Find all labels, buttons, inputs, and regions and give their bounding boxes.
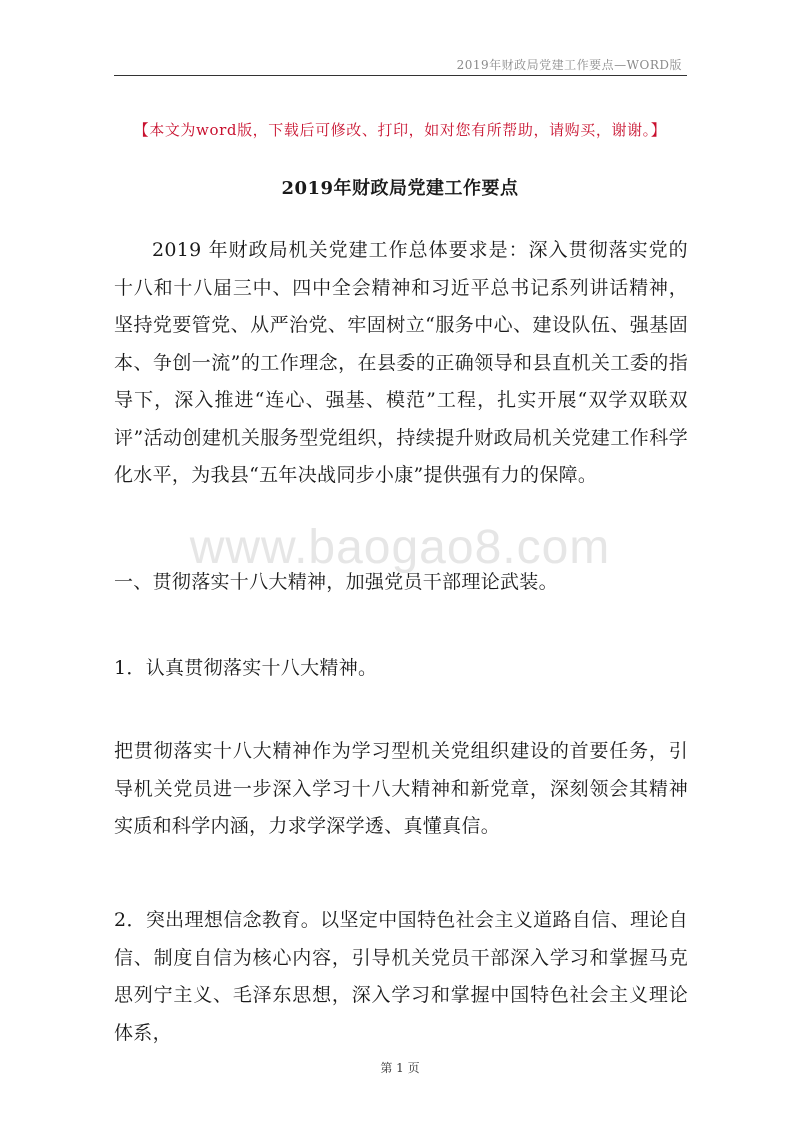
document-title: 2019年财政局党建工作要点 [281,178,519,199]
purchase-notice: 【本文为word版，下载后可修改、打印，如对您有所帮助，请购买，谢谢。】 [133,121,667,139]
page-number: 第 1 页 [380,1061,420,1075]
running-header: 2019年财政局党建工作要点—WORD版 [456,58,682,72]
item-1-heading: 1．认真贯彻落实十八大精神。 [114,657,378,679]
watermark: www.baogao8.com [189,521,611,574]
item-1-paragraph: 把贯彻落实十八大精神作为学习型机关党组织建设的首要任务，引导机关党员进一步深入学习十八大精神和新党章，深刻领会其精神实质和科学内涵，力求学深学透、真懂真信。 [114,740,688,837]
item-2-paragraph: 2．突出理想信念教育。以坚定中国特色社会主义道路自信、理论自信、制度自信为核心内容，引导机关党员干部深入学习和掌握马克思列宁主义、毛泽东思想，深入学习和掌握中国特色社会主义理论体系， [114,909,688,1044]
intro-paragraph: 2019 年财政局机关党建工作总体要求是：深入贯彻落实党的十八和十八届三中、四中全会精神和习近平总书记系列讲话精神，坚持党要管党、从严治党、牢固树立“服务中心、建设队伍、强基固本、争创一流”的工作理念，在县委的正确领导和县直机关工委的指导下，深入推进“连心、强基、模范”工程，扎实开展“双学双联双评”活动创建机关服务型党组织，持续提升财政局机关党建工作科学化水平，为我县“五年决战同步小康”提供强有力的保障。 [114,239,688,486]
header-divider [114,75,687,76]
section-heading: 一、贯彻落实十八大精神，加强党员干部理论武装。 [114,571,558,593]
